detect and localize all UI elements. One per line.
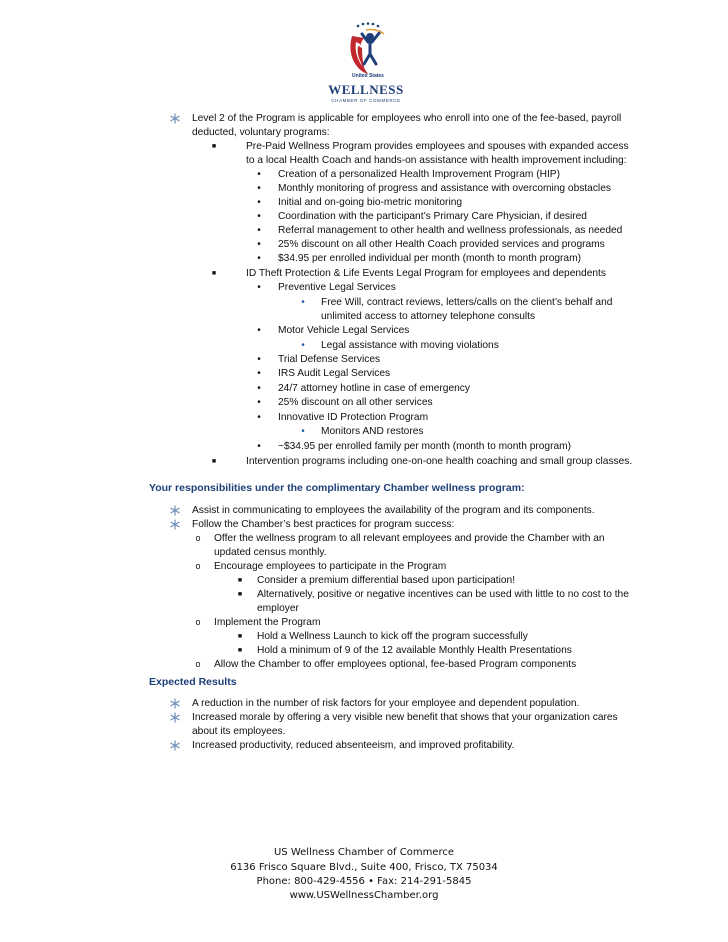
dot-bullet-icon: • (257, 183, 261, 194)
snowflake-bullet-icon (169, 711, 181, 724)
blue-dot-bullet-icon: • (301, 426, 305, 437)
dot-bullet-icon: • (257, 211, 261, 222)
list-item: Innovative ID Protection Program (278, 412, 429, 423)
premium-line: Consider a premium differential based upon participation! (257, 575, 516, 586)
dot-bullet-icon: • (257, 169, 261, 180)
dot-bullet-icon: • (257, 354, 261, 365)
list-item: 25% discount on all other Health Coach provided services and programs (278, 239, 605, 250)
result-2-line2: about its employees. (192, 726, 286, 737)
alt-line1: Alternatively, positive or negative incentives can be used with little to no cost to the (257, 589, 629, 600)
footer-phone: Phone: 800-429-4556 • Fax: 214-291-5845 (256, 876, 472, 887)
circle-bullet-icon: o (195, 533, 201, 543)
dot-bullet-icon: • (257, 412, 261, 423)
result-2-line1: Increased morale by offering a very visible new benefit that shows that your organization cares (192, 712, 618, 723)
level2-intro-line2: deducted, voluntary programs: (192, 127, 330, 138)
list-item: ~$34.95 per enrolled family per month (month to month program) (278, 441, 572, 452)
list-item: 24/7 attorney hotline in case of emergency (278, 383, 470, 394)
logo-brand: WELLNESS (328, 82, 404, 97)
dot-bullet-icon: • (257, 282, 261, 293)
square-bullet-icon: ■ (237, 577, 243, 584)
list-item: Creation of a personalized Health Improvement Program (HIP) (278, 169, 560, 180)
list-item: Initial and on-going bio-metric monitoring (278, 197, 463, 208)
free-will-line2: unlimited access to attorney telephone consults (321, 311, 536, 322)
logo-tagline: United States (352, 73, 384, 79)
logo-emblem-icon (318, 20, 410, 76)
offer-line2: updated census monthly. (214, 547, 327, 558)
intervention-line: Intervention programs including one-on-one health coaching and small group classes. (246, 456, 633, 467)
prepaid-line1: Pre-Paid Wellness Program provides employees and spouses with expanded access (246, 141, 629, 152)
dot-bullet-icon: • (257, 225, 261, 236)
list-item: IRS Audit Legal Services (278, 368, 391, 379)
dot-bullet-icon: • (257, 397, 261, 408)
dot-bullet-icon: • (257, 239, 261, 250)
dot-bullet-icon: • (257, 368, 261, 379)
square-bullet-icon: ■ (211, 270, 217, 277)
list-item: Legal assistance with moving violations (321, 340, 499, 351)
snowflake-bullet-icon (169, 697, 181, 710)
allow-line: Allow the Chamber to offer employees optional, fee-based Program components (214, 659, 577, 670)
list-item: $34.95 per enrolled individual per month (month to month program) (278, 253, 581, 264)
list-item: Monitors AND restores (321, 426, 424, 437)
list-item: Coordination with the participant’s Primary Care Physician, if desired (278, 211, 587, 222)
snowflake-bullet-icon (169, 518, 181, 531)
offer-line1: Offer the wellness program to all relevant employees and provide the Chamber with an (214, 533, 605, 544)
list-item: 25% discount on all other services (278, 397, 433, 408)
list-item: Motor Vehicle Legal Services (278, 325, 410, 336)
launch-line: Hold a Wellness Launch to kick off the program successfully (257, 631, 528, 642)
circle-bullet-icon: o (195, 659, 201, 669)
footer-org: US Wellness Chamber of Commerce (273, 847, 455, 858)
list-item: Trial Defense Services (278, 354, 381, 365)
follow-line: Follow the Chamber’s best practices for program success: (192, 519, 455, 530)
free-will-line1: Free Will, contract reviews, letters/calls on the client’s behalf and (321, 297, 613, 308)
square-bullet-icon: ■ (211, 143, 217, 150)
idtheft-line: ID Theft Protection & Life Events Legal Program for employees and dependents (246, 268, 606, 279)
square-bullet-icon: ■ (211, 458, 217, 465)
level2-intro-line1: Level 2 of the Program is applicable for employees who enroll into one of the fee-based, payroll (192, 113, 622, 124)
implement-line: Implement the Program (214, 617, 321, 628)
assist-line: Assist in communicating to employees the availability of the program and its components. (192, 505, 595, 516)
footer-website[interactable]: www.USWellnessChamber.org (289, 890, 439, 901)
presentations-line: Hold a minimum of 9 of the 12 available Monthly Health Presentations (257, 645, 572, 656)
square-bullet-icon: ■ (237, 633, 243, 640)
snowflake-bullet-icon (169, 504, 181, 517)
blue-dot-bullet-icon: • (301, 340, 305, 351)
results-heading: Expected Results (149, 676, 237, 688)
result-3: Increased productivity, reduced absenteeism, and improved profitability. (192, 740, 515, 751)
dot-bullet-icon: • (257, 383, 261, 394)
circle-bullet-icon: o (195, 561, 201, 571)
snowflake-bullet-icon (169, 739, 181, 752)
responsibilities-heading: Your responsibilities under the complimentary Chamber wellness program: (149, 482, 525, 494)
dot-bullet-icon: • (257, 197, 261, 208)
chamber-logo (318, 20, 410, 106)
list-item: Referral management to other health and wellness professionals, as needed (278, 225, 623, 236)
square-bullet-icon: ■ (237, 591, 243, 598)
circle-bullet-icon: o (195, 617, 201, 627)
list-item: Monthly monitoring of progress and assistance with overcoming obstacles (278, 183, 611, 194)
result-1: A reduction in the number of risk factors for your employee and dependent population. (192, 698, 580, 709)
encourage-line: Encourage employees to participate in the Program (214, 561, 447, 572)
footer-address: 6136 Frisco Square Blvd., Suite 400, Frisco, TX 75034 (230, 862, 498, 873)
dot-bullet-icon: • (257, 325, 261, 336)
blue-dot-bullet-icon: • (301, 297, 305, 308)
prepaid-line2: to a local Health Coach and hands-on assistance with health improvement including: (246, 155, 627, 166)
square-bullet-icon: ■ (237, 647, 243, 654)
dot-bullet-icon: • (257, 441, 261, 452)
alt-line2: employer (257, 603, 299, 614)
list-item: Preventive Legal Services (278, 282, 396, 293)
snowflake-bullet-icon (169, 112, 181, 125)
logo-subtitle: CHAMBER OF COMMERCE (331, 98, 401, 103)
dot-bullet-icon: • (257, 253, 261, 264)
